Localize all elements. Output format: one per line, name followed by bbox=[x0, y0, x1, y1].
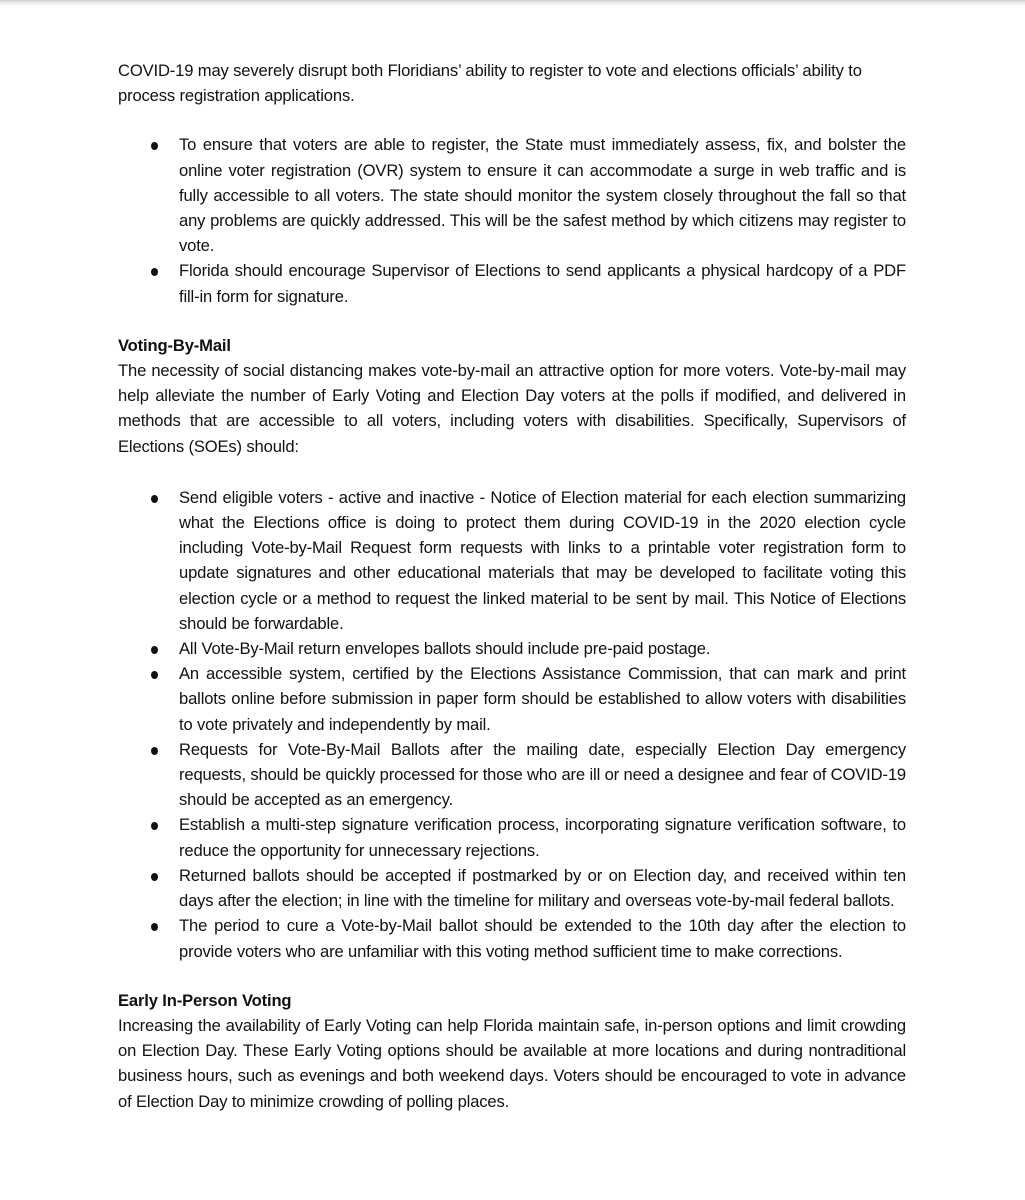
bullet-icon bbox=[151, 671, 158, 679]
section-heading-early-voting: Early In-Person Voting bbox=[118, 990, 292, 1010]
bullet-icon bbox=[151, 142, 158, 150]
list-item-text: To ensure that voters are able to register, the State must immediately assess, fix, and bolster the online voter registration (OVR) system to ensure it can accommodate a surge in web traffic and is fully accessible to all voters. The state should monitor the system closely throughout the fall so that any problems are quickly addressed. This will be the safest method by which citizens may register to vote. bbox=[179, 135, 906, 256]
list-item bbox=[118, 737, 906, 813]
list-item-text: Florida should encourage Supervisor of Elections to send applicants a physical hardcopy of a PDF fill-in form for signature. bbox=[179, 261, 906, 306]
intro-paragraph: COVID-19 may severely disrupt both Floridians’ ability to register to vote and elections officials’ ability to process registration applications. bbox=[118, 61, 862, 106]
list-item-text: Returned ballots should be accepted if postmarked by or on Election day, and received within ten days after the election; in line with the timeline for military and overseas vote-by-mail federal ballots. bbox=[179, 865, 906, 911]
list-item-text: The period to cure a Vote-by-Mail ballot should be extended to the 10th day after the election to provide voters who are unfamiliar with this voting method sufficient time to make corrections. bbox=[179, 916, 906, 961]
registration-bullet-list bbox=[118, 132, 906, 308]
list-item bbox=[118, 636, 906, 661]
early-voting-paragraph: Increasing the availability of Early Voting can help Florida maintain safe, in-person options and limit crowding on Election Day. These Early Voting options should be available at more locations and during nontraditional business hours, such as evenings and both weekend days. Voters should be encouraged to vote in advance of Election Day to minimize crowding of polling places. bbox=[118, 1015, 906, 1111]
list-item-text: All Vote-By-Mail return envelopes ballots should include pre-paid postage. bbox=[179, 639, 711, 659]
list-item-text: Requests for Vote-By-Mail Ballots after the mailing date, especially Election Day emergency requests, should be quickly processed for those who are ill or need a designee and fear of COVID-19 should be accepted as an emergency. bbox=[179, 739, 906, 810]
viewer-top-edge-shadow bbox=[0, 0, 1025, 8]
list-item-text: Send eligible voters - active and inactive - Notice of Election material for each election summarizing what the Elections office is doing to protect them during COVID-19 in the 2020 election cycle including Vote-by-Mail Request form requests with links to a printable voter registration form to update signatures and other educational materials that may be developed to facilitate voting this election cycle or a method to request the linked material to be sent by mail. This Notice of Elections should be forwardable. bbox=[179, 487, 906, 633]
list-item bbox=[118, 913, 906, 963]
voting-by-mail-bullet-list bbox=[118, 485, 906, 964]
list-item bbox=[118, 258, 906, 308]
bullet-icon bbox=[151, 646, 158, 654]
bullet-icon bbox=[151, 873, 158, 881]
spacer bbox=[118, 459, 906, 485]
list-item bbox=[118, 485, 906, 636]
spacer bbox=[118, 108, 906, 132]
bullet-icon bbox=[151, 268, 158, 276]
list-item bbox=[118, 661, 906, 737]
bullet-icon bbox=[151, 923, 158, 931]
voting-by-mail-paragraph: The necessity of social distancing makes vote-by-mail an attractive option for more voters. Vote-by-mail may help alleviate the number of Early Voting and Election Day voters at the polls if modified, and delivered in methods that are accessible to all voters, including voters with disabilities. Specifically, Supervisors of Elections (SOEs) should: bbox=[118, 361, 906, 456]
list-item-text: Establish a multi-step signature verification process, incorporating signature verification software, to reduce the opportunity for unnecessary rejections. bbox=[179, 815, 906, 860]
spacer bbox=[118, 964, 906, 988]
bullet-icon bbox=[151, 495, 158, 503]
bullet-icon bbox=[151, 747, 158, 755]
list-item bbox=[118, 812, 906, 862]
list-item bbox=[118, 863, 906, 913]
bullet-icon bbox=[151, 822, 158, 830]
list-item-text: An accessible system, certified by the Elections Assistance Commission, that can mark and print ballots online before submission in paper form should be established to allow voters with disabilities to vote privately and independently by mail. bbox=[179, 664, 906, 734]
list-item bbox=[118, 132, 906, 258]
section-heading-voting-by-mail: Voting-By-Mail bbox=[118, 335, 231, 355]
document-page bbox=[118, 58, 906, 1114]
spacer bbox=[118, 309, 906, 333]
